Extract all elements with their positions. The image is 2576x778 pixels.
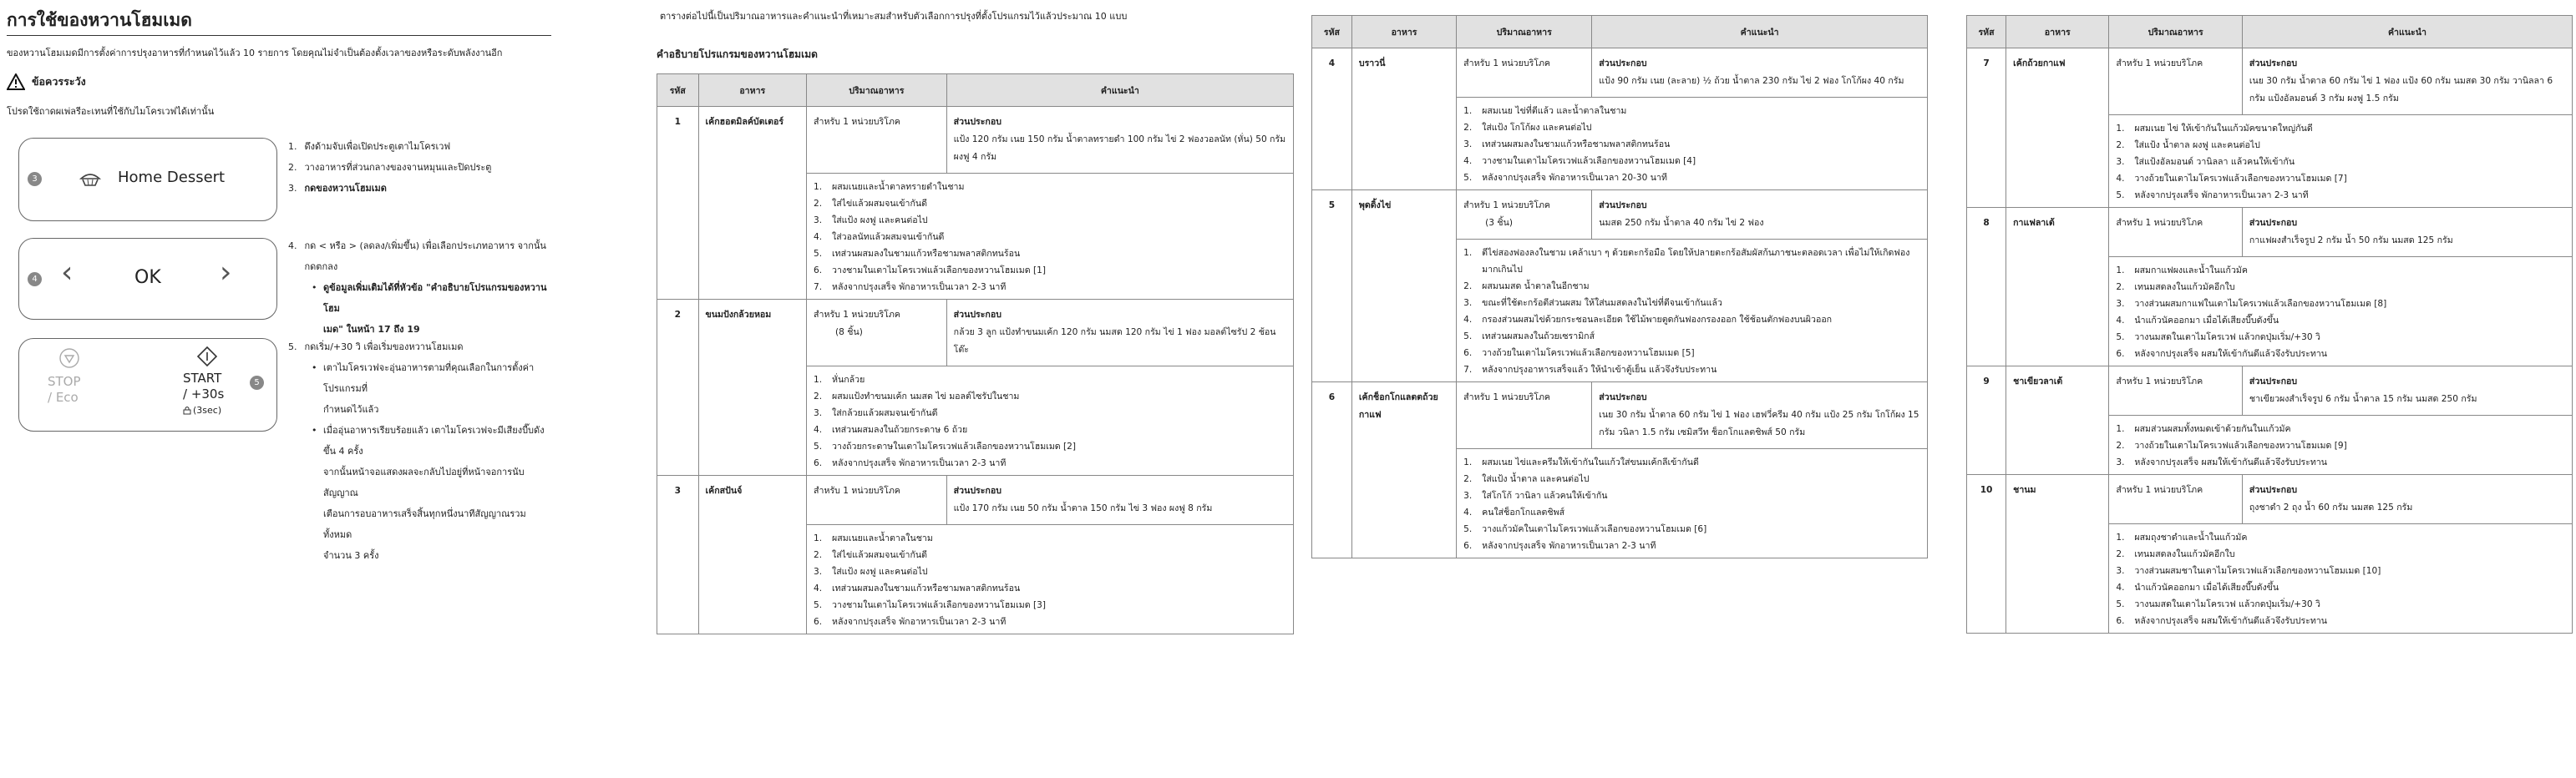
list-item: 3. หลังจากปรุงเสร็จ ผสมให้เข้ากันดีแล้วจึงรับประทาน: [2116, 457, 2328, 467]
list-item: 2. ใส่แป้ง โกโก้ผง และคนต่อไป: [1463, 123, 1592, 133]
start-button[interactable]: [183, 371, 224, 418]
column-header-code: รหัส: [1967, 16, 2006, 48]
list-item: 2. วางถ้วยในเตาไมโครเวฟแล้วเลือกของหวานโฮมเมด [9]: [2116, 441, 2347, 451]
section-subtitle: คำอธิบายโปรแกรมของหวานโฮมเมด: [657, 48, 818, 60]
program-name: บราวนี่: [1351, 48, 1456, 190]
program-code: 1: [657, 107, 699, 300]
program-table: [1311, 15, 1928, 558]
table-intro: ตารางต่อไปนี้เป็นปริมาณอาหารและคำแนะนำที่เหมาะสมสำหรับตัวเลือกการปรุงที่ตั้งโปรแกรมไว้แล้วประมาณ 10 แบบ: [660, 11, 1128, 22]
list-item: 1. ผสมเนย ไข่ที่ตีแล้ว และน้ำตาลในชาม: [1463, 106, 1627, 116]
program-ingredients: ส่วนประกอบ ถุงชาดำ 2 ถุง น้ำ 60 กรัม นมสด 125 กรัม: [2242, 475, 2572, 524]
ok-button[interactable]: OK: [134, 267, 161, 288]
program-code: 6: [1312, 382, 1352, 558]
table-row: [1967, 366, 2573, 416]
list-item: 5. หลังจากปรุงเสร็จ พักอาหารเป็นเวลา 2-3 นาที: [2116, 190, 2309, 200]
list-item: 4. วางชามในเตาไมโครเวฟแล้วเลือกของหวานโฮมเมด [4]: [1463, 156, 1696, 166]
dessert-icon: [78, 169, 103, 189]
program-amount: สำหรับ 1 หน่วยบริโภค: [807, 107, 947, 174]
list-item: 4. นำแก้วนัคออกมา เมื่อได้เสียงบี๊บดังขึ้น: [2116, 583, 2279, 593]
list-item: 5. วางนมสดในเตาไมโครเวฟ แล้วกดปุ่มเริ่ม/+30 วิ: [2116, 599, 2320, 609]
program-steps: [2109, 115, 2573, 208]
list-item: 1. ผสมเนย ไข่ ให้เข้ากันในแก้วมัคขนาดใหญ่กันดี: [2116, 124, 2313, 134]
column-header-amount: ปริมาณอาหาร: [807, 74, 947, 107]
list-item: 4. คนใส่ช็อกโกแลตชิพส์: [1463, 508, 1565, 518]
list-item: 6. หลังจากปรุงเสร็จ ผสมให้เข้ากันดีแล้วจึงรับประทาน: [2116, 349, 2328, 359]
program-table: [1966, 15, 2573, 634]
column-header-food: อาหาร: [1351, 16, 1456, 48]
program-ingredients: ส่วนประกอบ แป้ง 90 กรัม เนย (ละลาย) ½ ถ้วย น้ำตาล 230 กรัม ไข่ 2 ฟอง โกโก้ผง 40 กรัม: [1592, 48, 1928, 98]
list-item: 4. กด < หรือ > (ลดลง/เพิ่มขึ้น) เพื่อเลือกประเภทอาหาร จากนั้นกดตกลง: [288, 240, 546, 272]
list-item: 6. หลังจากปรุงเสร็จ พักอาหารเป็นเวลา 2-3 นาที: [1463, 541, 1656, 551]
column-header-advice: คำแนะนำ: [946, 74, 1293, 107]
program-steps: [807, 174, 1294, 300]
list-item: 4. เทส่วนผสมลงในถ้วยกระดาษ 6 ถ้วย: [814, 425, 968, 435]
program-amount: สำหรับ 1 หน่วยบริโภค: [1457, 48, 1592, 98]
column-header-advice: คำแนะนำ: [2242, 16, 2572, 48]
column-header-food: อาหาร: [2006, 16, 2109, 48]
stop-eco-icon: [58, 347, 80, 369]
program-steps: [1457, 98, 1928, 190]
list-item: 4. เทส่วนผสมลงในชามแก้วหรือชามพลาสติกทนร้อน: [814, 584, 1021, 594]
start-label: START: [183, 371, 222, 386]
program-ingredients: ส่วนประกอบ แป้ง 170 กรัม เนย 50 กรัม น้ำตาล 150 กรัม ไข่ 3 ฟอง ผงฟู 8 กรัม: [946, 476, 1293, 525]
program-name: ชานม: [2006, 475, 2109, 634]
list-subitem: จากนั้นหน้าจอแสดงผลจะกลับไปอยู่ที่หน้าจอการนับสัญญาณ: [323, 467, 525, 498]
hold-label: (3sec): [183, 402, 224, 418]
list-item: 5. เทส่วนผสมลงในถ้วยเซรามิกส์: [1463, 331, 1595, 341]
list-item: 1. หั่นกล้วย: [814, 375, 865, 385]
list-item: 2. ใส่แป้ง น้ำตาล และคนต่อไป: [1463, 474, 1590, 484]
program-name: เค้กฮอตมิลค์บัตเตอร์: [698, 107, 807, 300]
program-code: 4: [1312, 48, 1352, 190]
caution-title: ข้อควรระวัง: [32, 75, 86, 88]
list-item: 1. ผสมกาแฟผงและน้ำในแก้วมัค: [2116, 265, 2248, 275]
list-subitem: เมด" ในหน้า 17 ถึง 19: [323, 324, 420, 335]
column-header-code: รหัส: [657, 74, 699, 107]
table-row: [657, 300, 1294, 366]
stop-eco-button[interactable]: [48, 374, 81, 406]
table-row: [1312, 382, 1928, 449]
list-item: 5. หลังจากปรุงเสร็จ พักอาหารเป็นเวลา 20-30 นาที: [1463, 173, 1667, 183]
list-subitem: กำหนดไว้แล้ว: [323, 404, 379, 415]
table-row: [657, 476, 1294, 525]
table-header-row: [1967, 16, 2573, 48]
program-ingredients: ส่วนประกอบ กาแฟผงสำเร็จรูป 2 กรัม น้ำ 50 กรัม นมสด 125 กรัม: [2242, 208, 2572, 257]
program-name: เค้กถ้วยกาแฟ: [2006, 48, 2109, 208]
eco-label: / Eco: [48, 390, 79, 405]
table-row: [1967, 208, 2573, 257]
list-item: 3. ใส่แป้ง ผงฟู และคนต่อไป: [814, 215, 928, 225]
column-header-code: รหัส: [1312, 16, 1352, 48]
control-panel-ok: [18, 238, 277, 320]
list-item: 2. เทนมสดลงในแก้วมัคอีกใบ: [2116, 282, 2235, 292]
table-row: [657, 107, 1294, 174]
callout-marker: 4: [28, 272, 42, 286]
list-item: 3. เทส่วนผสมลงในชามแก้วหรือชามพลาสติกทนร้อน: [1463, 139, 1671, 149]
program-steps: [2109, 257, 2573, 366]
table-row: [1312, 190, 1928, 240]
steps-list-c: [288, 336, 554, 566]
program-ingredients: ส่วนประกอบ กล้วย 3 ลูก แป้งทำขนมเค้ก 120 กรัม นมสด 120 กรัม ไข่ 1 ฟอง มอลต์ไซรัป 2 ช้อนโต๊ะ: [946, 300, 1293, 366]
list-subitem: จำนวน 3 ครั้ง: [323, 550, 379, 561]
program-steps: [1457, 449, 1928, 558]
program-code: 5: [1312, 190, 1352, 382]
list-item: 3. ใส่แป้ง ผงฟู และคนต่อไป: [814, 567, 928, 577]
list-item: 3. ใส่โกโก้ วานิลา แล้วคนให้เข้ากัน: [1463, 491, 1608, 501]
list-item: 7. หลังจากปรุงอาหารเสร็จแล้ว ให้นำเข้าตู้เย็น แล้วจึงรับประทาน: [1463, 365, 1717, 375]
list-item: 2. ผสมแป้งทำขนมเค้ก นมสด ไข่ มอลต์ไซรัปในชาม: [814, 392, 1020, 402]
program-amount: สำหรับ 1 หน่วยบริโภค: [2109, 366, 2243, 416]
list-item: 6. หลังจากปรุงเสร็จ พักอาหารเป็นเวลา 2-3 นาที: [814, 617, 1007, 627]
program-amount: สำหรับ 1 หน่วยบริโภค: [2109, 48, 2243, 115]
program-steps: [807, 366, 1294, 476]
list-item: 1. ผสมส่วนผสมทั้งหมดเข้าด้วยกันในแก้วมัค: [2116, 424, 2291, 434]
list-item: 1. ผสมถุงชาดำและน้ำในแก้วมัค: [2116, 533, 2248, 543]
program-table: [657, 73, 1294, 634]
steps-list-a: [288, 136, 554, 199]
callout-marker: 3: [28, 172, 42, 186]
column-header-advice: คำแนะนำ: [1592, 16, 1928, 48]
program-amount: สำหรับ 1 หน่วยบริโภค: [807, 476, 947, 525]
list-item: 5. วางนมสดในเตาไมโครเวฟ แล้วกดปุ่มเริ่ม/+30 วิ: [2116, 332, 2320, 342]
list-item: 3. วางส่วนผสมชาในเตาไมโครเวฟแล้วเลือกของหวานโฮมเมด [10]: [2116, 566, 2381, 576]
list-item: 4. กรองส่วนผสมไข่ด้วยกระชอนละเอียด ใช้ไม้พายตูดกันฟองกรองออก ใช้ช้อนตักฟองบนผิวออก: [1463, 315, 1833, 325]
lock-icon: [183, 406, 191, 415]
list-item: 5. เทส่วนผสมลงในชามแก้วหรือชามพลาสติกทนร้อน: [814, 249, 1021, 259]
control-panel-home-dessert: [18, 138, 277, 221]
program-amount: สำหรับ 1 หน่วยบริโภค: [1457, 382, 1592, 449]
program-steps: [807, 525, 1294, 634]
program-name: ชาเขียวลาเต้: [2006, 366, 2109, 475]
program-amount: สำหรับ 1 หน่วยบริโภค (8 ชิ้น): [807, 300, 947, 366]
program-name: พุดดิ้งไข่: [1351, 190, 1456, 382]
list-item: 3. วางส่วนผสมกาแฟในเตาไมโครเวฟแล้วเลือกของหวานโฮมเมด [8]: [2116, 299, 2387, 309]
program-name: กาแฟลาเต้: [2006, 208, 2109, 366]
caution-text: โปรดใช้ถาดผเพ่ลรีอะเทนที่ใช้กับไมโครเวฟได้เท่านั้น: [7, 106, 215, 117]
column-header-amount: ปริมาณอาหาร: [2109, 16, 2243, 48]
table-row: [1967, 475, 2573, 524]
list-item: 2. ใส่แป้ง น้ำตาล ผงฟู และคนต่อไป: [2116, 140, 2260, 150]
program-ingredients: ส่วนประกอบ ชาเขียวผงสำเร็จรูป 6 กรัม น้ำตาล 15 กรัม นมสด 250 กรัม: [2242, 366, 2572, 416]
list-item: 2. ใส่ไข่แล้วผสมจนเข้ากันดี: [814, 550, 927, 560]
program-code: 8: [1967, 208, 2006, 366]
column-header-amount: ปริมาณอาหาร: [1457, 16, 1592, 48]
list-subitem: • ดูข้อมูลเพิ่มเติมได้ที่หัวข้อ "คำอธิบายโปรแกรมของหวานโฮม: [312, 282, 547, 314]
increase-button[interactable]: ›: [220, 255, 232, 290]
program-name: ขนมปังกล้วยหอม: [698, 300, 807, 476]
list-item: 3. กดของหวานโฮมเมด: [288, 183, 387, 194]
list-item: 5. วางชามในเตาไมโครเวฟแล้วเลือกของหวานโฮมเมด [3]: [814, 600, 1047, 610]
list-item: 2. เทนมสดลงในแก้วมัคอีกใบ: [2116, 549, 2235, 559]
list-item: 1. ผสมเนยและน้ำตาลในชาม: [814, 533, 933, 543]
program-code: 3: [657, 476, 699, 634]
program-amount: สำหรับ 1 หน่วยบริโภค: [2109, 208, 2243, 257]
table-header-row: [657, 74, 1294, 107]
list-item: 4. นำแก้วนัคออกมา เมื่อได้เสียงบี๊บดังขึ้น: [2116, 316, 2279, 326]
list-item: 2. วางอาหารที่ส่วนกลางของจานหมุนและปิดประตู: [288, 162, 492, 173]
table-row: [1312, 48, 1928, 98]
steps-list-b: [288, 235, 554, 340]
column-header-food: อาหาร: [698, 74, 807, 107]
plus30-label: / +30s: [183, 386, 225, 402]
program-code: 9: [1967, 366, 2006, 475]
stop-label: STOP: [48, 374, 81, 389]
title-divider: [7, 35, 551, 36]
list-item: 6. หลังจากปรุงเสร็จ พักอาหารเป็นเวลา 2-3 นาที: [814, 458, 1007, 468]
program-amount: สำหรับ 1 หน่วยบริโภค: [2109, 475, 2243, 524]
program-steps: [2109, 416, 2573, 475]
program-code: 2: [657, 300, 699, 476]
program-code: 7: [1967, 48, 2006, 208]
list-item: 1. ดึงด้ามจับเพื่อเปิดประตูเตาไมโครเวฟ: [288, 141, 451, 152]
table-header-row: [1312, 16, 1928, 48]
program-amount: สำหรับ 1 หน่วยบริโภค (3 ชิ้น): [1457, 190, 1592, 240]
list-item: 5. กดเริ่ม/+30 วิ เพื่อเริ่มของหวานโฮมเมด: [288, 341, 464, 352]
warning-icon: [7, 73, 25, 90]
list-item: 7. หลังจากปรุงเสร็จ พักอาหารเป็นเวลา 2-3 นาที: [814, 282, 1007, 292]
list-subitem: • เตาไมโครเวฟจะอุ่นอาหารตามที่คุณเลือกในการตั้งค่าโปรแกรมที่: [312, 362, 535, 394]
program-code: 10: [1967, 475, 2006, 634]
decrease-button[interactable]: ‹: [61, 255, 74, 290]
list-item: 5. วางถ้วยกระดาษในเตาไมโครเวฟแล้วเลือกของหวานโฮมเมด [2]: [814, 442, 1077, 452]
control-panel-start: [18, 338, 277, 432]
start-icon: [196, 346, 218, 367]
list-subitem: • เมื่ออุ่นอาหารเรียบร้อยแล้ว เตาไมโครเวฟจะมีเสียงบี๊บดังขึ้น 4 ครั้ง: [312, 425, 545, 457]
program-ingredients: ส่วนประกอบ แป้ง 120 กรัม เนย 150 กรัม น้ำตาลทรายดำ 100 กรัม ไข่ 2 ฟองวอลนัท (หั่น) 50 กรัม ผงฟู 4 กรัม: [946, 107, 1293, 174]
program-ingredients: ส่วนประกอบ เนย 30 กรัม น้ำตาล 60 กรัม ไข่ 1 ฟอง แป้ง 60 กรัม นมสด 30 กรัม วานิลลา 6 กรัม แป้งอัลมอนด์ 3 กรัม ผงฟู 1.5 กรัม: [2242, 48, 2572, 115]
list-item: 2. ใส่ไข่แล้วผสมจนเข้ากันดี: [814, 199, 927, 209]
list-item: 6. วางชามในเตาไมโครเวฟแล้วเลือกของหวานโฮมเมด [1]: [814, 265, 1047, 275]
program-ingredients: ส่วนประกอบ เนย 30 กรัม น้ำตาล 60 กรัม ไข่ 1 ฟอง เฮฟวี่ครีม 40 กรัม แป้ง 25 กรัม โกโก้ผง 15 กรัม วนิลา 1.5 กรัม เซมิสวีท ช็อกโกแลตชิพส์ 50 กรัม: [1592, 382, 1928, 449]
list-item: 3. ใส่แป้งอัลมอนด์ วานิลลา แล้วคนให้เข้ากัน: [2116, 157, 2295, 167]
list-item: 6. หลังจากปรุงเสร็จ ผสมให้เข้ากันดีแล้วจึงรับประทาน: [2116, 616, 2328, 626]
program-ingredients: ส่วนประกอบ นมสด 250 กรัม น้ำตาล 40 กรัม ไข่ 2 ฟอง: [1592, 190, 1928, 240]
caution-heading: [7, 73, 86, 90]
page-title: การใช้ของหวานโฮมเมด: [7, 10, 192, 30]
program-steps: [2109, 524, 2573, 634]
intro-text: ของหวานโฮมเมดมีการตั้งค่าการปรุงอาหารที่กำหนดไว้แล้ว 10 รายการ โดยคุณไม่จำเป็นต้องตั้งเวลาของหรือระดับพลังงานอีก: [7, 48, 503, 58]
table-row: [1967, 48, 2573, 115]
list-item: 6. วางถ้วยในเตาไมโครเวฟแล้วเลือกของหวานโฮมเมด [5]: [1463, 348, 1695, 358]
list-item: 1. ผสมเนยและน้ำตาลทรายดำในชาม: [814, 182, 965, 192]
program-name: เค้กช็อกโกแลตตถ้วยกาแฟ: [1351, 382, 1456, 558]
list-item: 1. ผสมเนย ไข่และครีมให้เข้ากันในแก้วใส่ขนมเค้กลีเข้ากันดี: [1463, 457, 1699, 467]
list-item: 5. วางแก้วมัคในเตาไมโครเวฟแล้วเลือกของหวานโฮมเมด [6]: [1463, 524, 1707, 534]
program-name: เค้กสปันจ์: [698, 476, 807, 634]
list-subitem: เตือนการอบอาหารเสร็จสิ้นทุกหนึ่งนาทีสัญญาณรวมทั้งหมด: [323, 508, 526, 540]
list-item: 4. ใส่วอลนัทแล้วผสมจนเข้ากันดี: [814, 232, 945, 242]
program-steps: [1457, 240, 1928, 382]
list-item: 4. วางถ้วยในเตาไมโครเวฟแล้วเลือกของหวานโฮมเมด [7]: [2116, 174, 2347, 184]
callout-marker: 5: [250, 376, 264, 390]
list-item: 3. ใส่กล้วยแล้วผสมจนเข้ากันดี: [814, 408, 938, 418]
home-dessert-button[interactable]: Home Dessert: [118, 169, 226, 186]
list-item: 3. ขณะที่ใช้ตะกร้อตีส่วนผสม ให้ใส่นมสดลงในไข่ที่ตีจนเข้ากันแล้ว: [1463, 298, 1722, 308]
list-item: 1. ตีไข่สองฟองลงในชาม เคล้าเบา ๆ ด้วยตะกร้อมือ โดยให้ปลายตะกร้อสัมผัสก้นภาชนะตลอดเวลา เพื่อไม่ให้เกิดฟองมากเกินไป: [1463, 248, 1910, 275]
list-item: 2. ผสมนมสด น้ำตาลในอีกชาม: [1463, 281, 1590, 291]
